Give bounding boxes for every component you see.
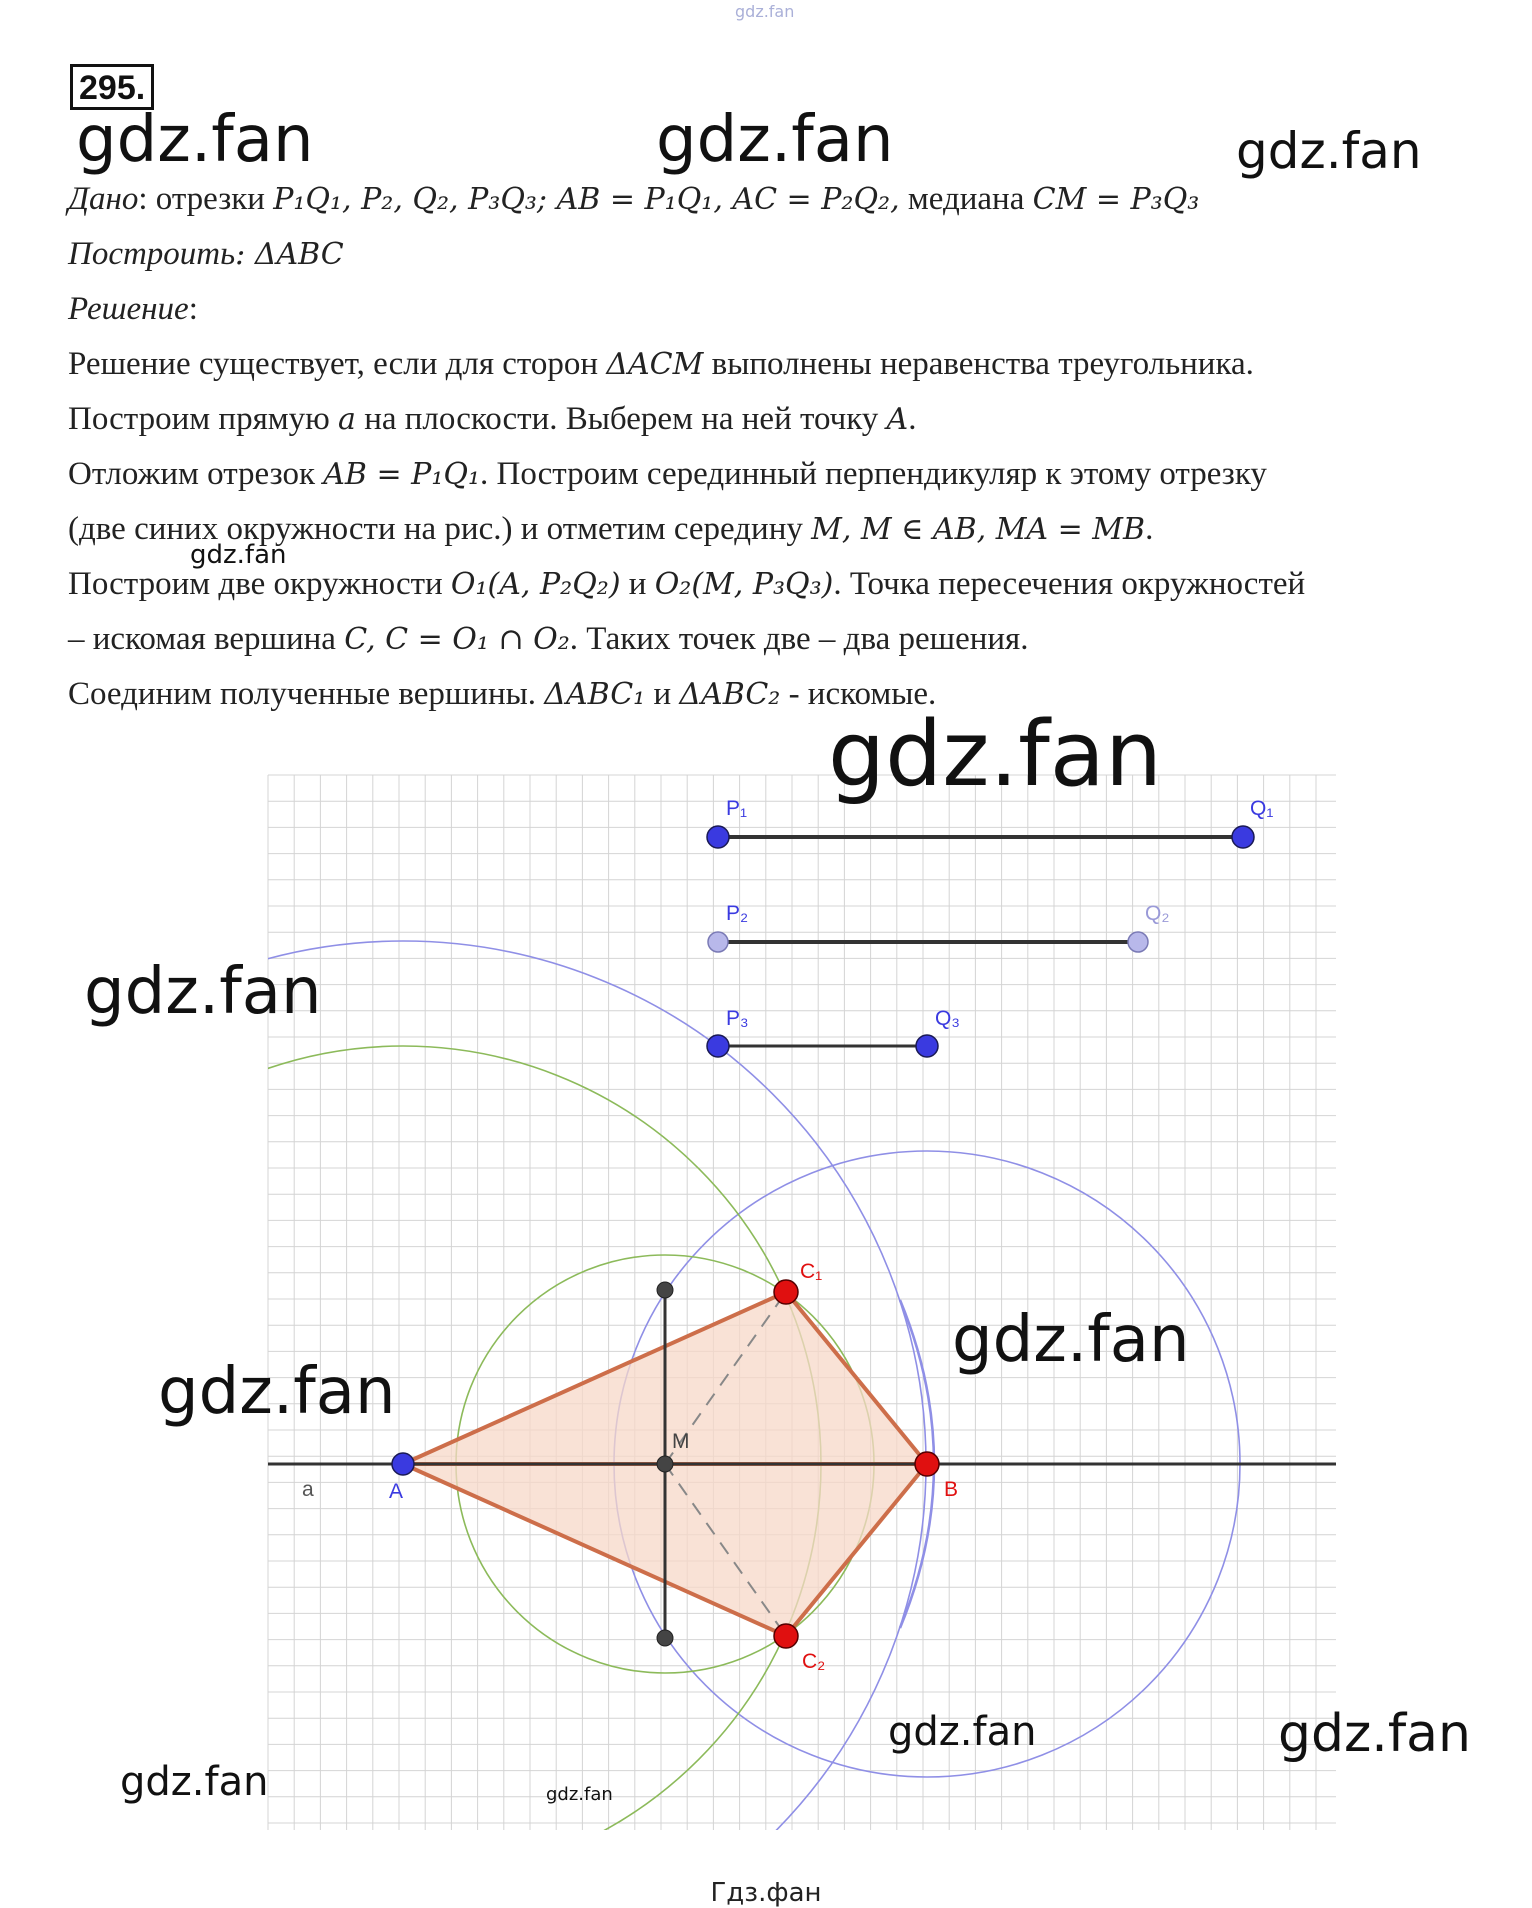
point-m	[657, 1456, 673, 1472]
construct-label: Построить	[68, 236, 236, 272]
point-top-intersection	[657, 1282, 673, 1298]
math-span: a	[338, 402, 356, 437]
label-b: B	[944, 1478, 959, 1501]
point-p1	[707, 826, 729, 848]
text-span: - искомые.	[780, 676, 937, 712]
point-a	[392, 1453, 414, 1475]
given-rest: : отрезки	[138, 181, 265, 217]
point-q2	[1128, 932, 1148, 952]
watermark-4: gdz.fan	[190, 540, 287, 570]
point-p2	[708, 932, 728, 952]
text-span: выполнены неравенства треугольника.	[703, 346, 1254, 382]
watermark-10: gdz.fan	[1278, 1704, 1471, 1764]
text-span: . Точка пересечения окружностей	[833, 566, 1306, 602]
watermark-8: gdz.fan	[158, 1355, 396, 1429]
watermark-11: gdz.fan	[120, 1759, 269, 1805]
text-span: Построим прямую	[68, 401, 339, 437]
label-p3: P₃	[726, 1007, 749, 1030]
text-span: Решение существует, если для сторон	[68, 346, 607, 382]
math-span: ΔABC₁	[544, 677, 646, 712]
given-median: CM = P₃Q₃	[1032, 182, 1200, 217]
solution-label: Решение	[68, 291, 189, 327]
watermark-1: gdz.fan	[76, 103, 314, 177]
watermark-5: gdz.fan	[828, 702, 1162, 807]
watermark-top-small: gdz.fan	[735, 2, 795, 21]
watermark-9: gdz.fan	[888, 1709, 1037, 1755]
math-span: ΔABC₂	[679, 677, 781, 712]
label-m: M	[672, 1430, 690, 1453]
math-span: C, C = O₁ ∩ O₂	[344, 622, 570, 657]
text-span: .	[1145, 511, 1154, 547]
solution-colon: :	[188, 291, 198, 327]
label-q2: Q₂	[1145, 902, 1170, 925]
text-span: (две синих окружности на рис.) и отметим середину	[68, 511, 812, 547]
text-span: – искомая вершина	[68, 621, 345, 657]
text-span: .	[908, 401, 917, 437]
math-span: ΔACM	[606, 347, 704, 382]
text-span: на плоскости. Выберем на ней точку	[355, 401, 887, 437]
watermark-6: gdz.fan	[84, 955, 322, 1029]
label-q3: Q₃	[935, 1007, 960, 1030]
math-span: O₁(A, P₂Q₂)	[450, 567, 621, 602]
label-a: A	[389, 1480, 404, 1503]
point-p3	[707, 1035, 729, 1057]
label-line-a: a	[302, 1478, 314, 1501]
text-span: Построим две окружности	[68, 566, 451, 602]
label-p2: P₂	[726, 902, 749, 925]
point-q3	[916, 1035, 938, 1057]
text-span: и	[645, 676, 680, 712]
label-c1: C₁	[800, 1260, 823, 1283]
text-span: и	[620, 566, 655, 602]
text-span: Соединим полученные вершины.	[68, 676, 545, 712]
point-q1	[1232, 826, 1254, 848]
watermark-2: gdz.fan	[656, 103, 894, 177]
math-span: A	[886, 402, 909, 437]
page-caption: Гдз.фан	[710, 1878, 822, 1908]
given-median-word: медиана	[899, 181, 1033, 217]
math-span: M, M ∈ AB, MA = MB	[811, 512, 1146, 547]
given-segments: P₁Q₁, P₂, Q₂, P₃Q₃; AB = P₁Q₁, AC = P₂Q₂,	[273, 182, 900, 217]
label-q1: Q₁	[1250, 797, 1274, 820]
label-c2: C₂	[802, 1650, 826, 1673]
point-c1	[774, 1280, 798, 1304]
point-b	[915, 1452, 939, 1476]
text-span: . Таких точек две – два решения.	[569, 621, 1029, 657]
watermark-3: gdz.fan	[1236, 122, 1422, 180]
math-span: AB = P₁Q₁	[323, 457, 480, 492]
point-c2	[774, 1624, 798, 1648]
construct-target: : ΔABC	[235, 237, 344, 272]
label-p1: P₁	[726, 797, 748, 820]
text-span: Отложим отрезок	[68, 456, 324, 492]
text-span: . Построим серединный перпендикуляр к этому отрезку	[480, 456, 1267, 492]
watermark-12: gdz.fan	[546, 1784, 613, 1805]
watermark-7: gdz.fan	[952, 1303, 1190, 1377]
point-bottom-intersection	[657, 1630, 673, 1646]
given-label: Дано	[68, 181, 139, 217]
problem-number: 295.	[70, 64, 154, 110]
math-span: O₂(M, P₃Q₃)	[654, 567, 834, 602]
